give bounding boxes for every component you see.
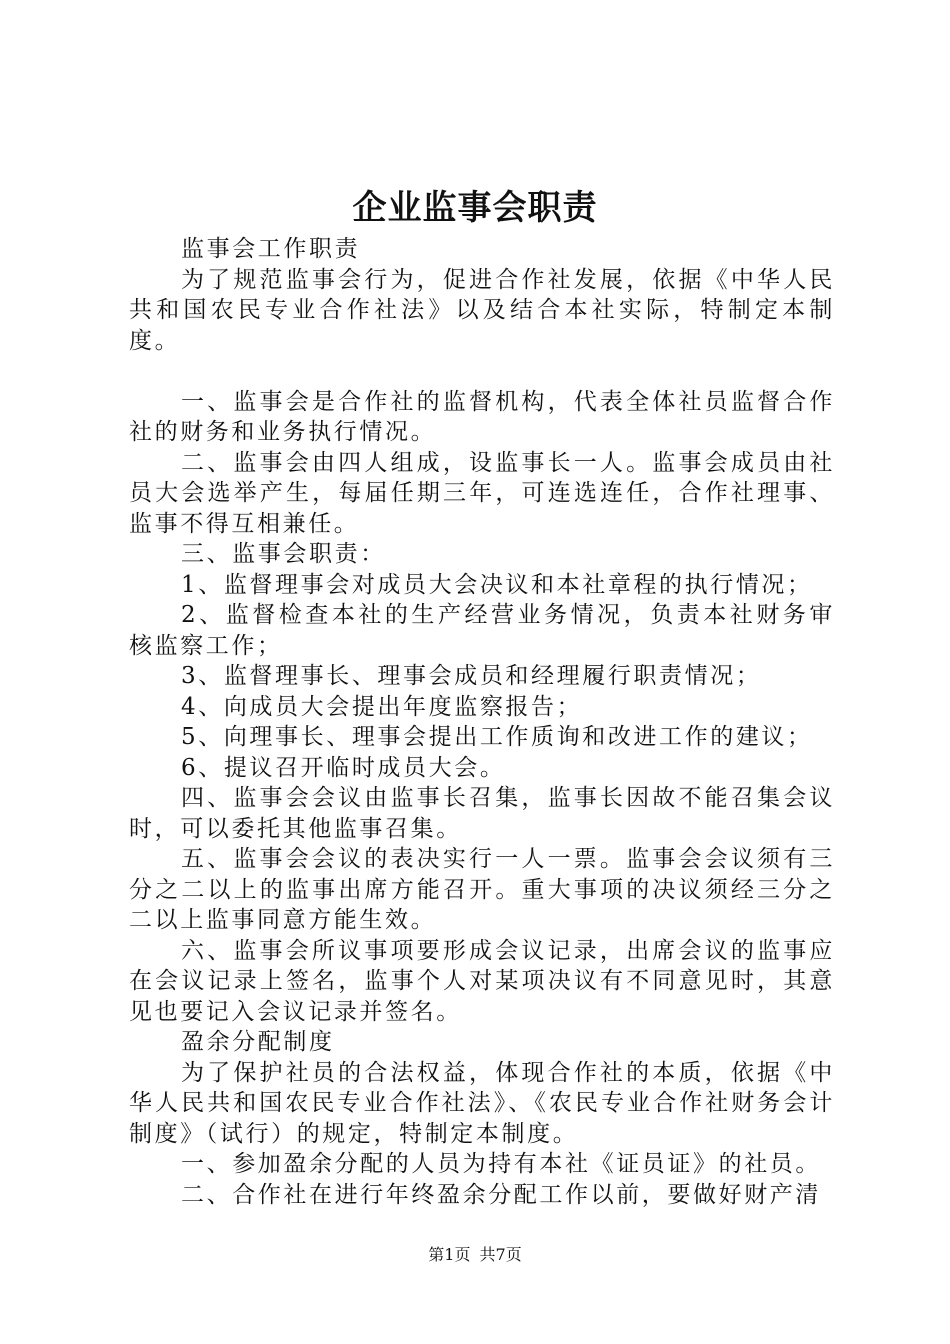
list-item: 4、向成员大会提出年度监察报告； (181, 693, 583, 720)
page-number: 第1页 (428, 1245, 471, 1264)
list-item: 5、向理事长、理事会提出工作质询和改进工作的建议； (181, 724, 813, 750)
paragraph: 五、监事会会议的表决实行一人一票。监事会会议须有三分之二以上的监事出席方能召开。重大事项的决议须经三分之二以上监事同意方能生效。 (129, 846, 835, 933)
paragraph: 六、监事会所议事项要形成会议记录，出席会议的监事应在会议记录上签名，监事个人对某项决议有不同意见时，其意见也要记入会议记录并签名。 (129, 937, 835, 1025)
paragraph: 为了保护社员的合法权益，体现合作社的本质，依据《中华人民共和国农民专业合作社法》、《农民专业合作社财务会计制度》（试行）的规定，特制定本制度。 (129, 1059, 835, 1147)
list-item: 2、监督检查本社的生产经营业务情况，负责本社财务审核监察工作； (129, 602, 835, 659)
paragraph: 二、监事会由四人组成，设监事长一人。监事会成员由社员大会选举产生，每届任期三年，可连选连任，合作社理事、监事不得互相兼任。 (129, 449, 835, 537)
paragraph-heading-surplus: 盈余分配制度 (181, 1029, 335, 1055)
document-title: 企业监事会职责 (352, 188, 598, 228)
paragraph: 三、监事会职责： (181, 541, 386, 567)
list-item: 1、监督理事会对成员大会决议和本社章程的执行情况； (181, 571, 813, 598)
page-footer (0, 1245, 950, 1265)
paragraph: 四、监事会会议由监事长召集，监事长因故不能召集会议时，可以委托其他监事召集。 (129, 785, 835, 842)
paragraph: 为了规范监事会行为，促进合作社发展，依据《中华人民共和国农民专业合作社法》以及结合本社实际，特制定本制度。 (129, 266, 835, 354)
paragraph: 二、合作社在进行年终盈余分配工作以前，要做好财产清 (181, 1181, 821, 1208)
page-total: 共7页 (479, 1245, 522, 1264)
list-item: 6、提议召开临时成员大会。 (181, 754, 506, 781)
document-body (129, 234, 835, 1210)
paragraph-heading-supervisory: 监事会工作职责 (181, 236, 361, 262)
paragraph: 一、监事会是合作社的监督机构，代表全体社员监督合作社的财务和业务执行情况。 (129, 388, 835, 445)
list-item: 3、监督理事长、理事会成员和经理履行职责情况； (181, 663, 762, 689)
paragraph: 一、参加盈余分配的人员为持有本社《证员证》的社员。 (181, 1151, 821, 1177)
